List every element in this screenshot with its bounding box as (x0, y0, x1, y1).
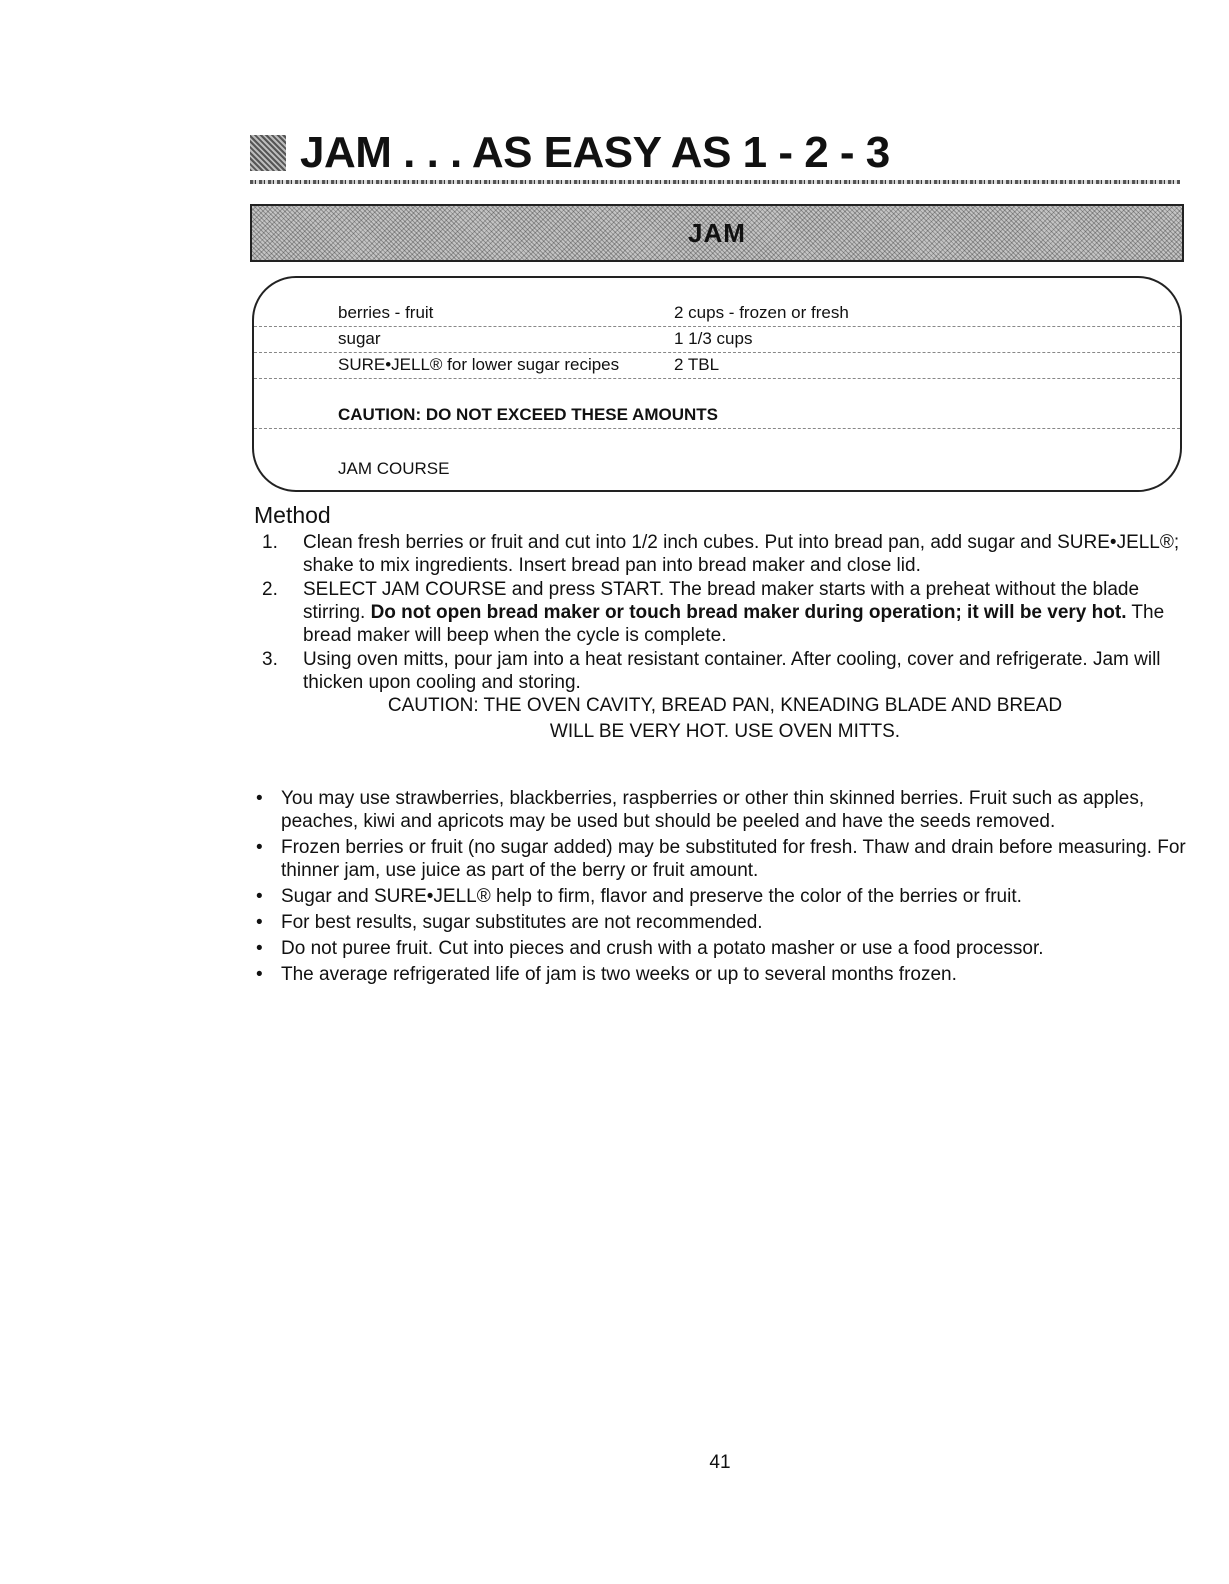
step-text: Using oven mitts, pour jam into a heat resistant container. After cooling, cover and refrigerate. Jam will thicken upon cooling and storing. (303, 649, 1161, 693)
method-step (262, 578, 1182, 647)
note-text: Sugar and SURE•JELL® help to firm, flavor and preserve the color of the berries or fruit. (281, 886, 1022, 907)
method-step (262, 531, 1182, 577)
oven-warning-line-1: CAUTION: THE OVEN CAVITY, BREAD PAN, KNEADING BLADE AND BREAD (387, 695, 1063, 716)
note-text: Do not puree fruit. Cut into pieces and crush with a potato masher or use a food processor. (281, 938, 1044, 959)
notes-list (256, 787, 1186, 989)
bullet-icon: • (256, 964, 263, 985)
title-square-icon (250, 135, 286, 171)
recipe-caution: CAUTION: DO NOT EXCEED THESE AMOUNTS (338, 405, 718, 424)
bullet-icon: • (256, 837, 263, 858)
page-title-row (250, 128, 890, 178)
step-text: Clean fresh berries or fruit and cut into 1/2 inch cubes. Put into bread pan, add sugar and SURE•JELL®; shake to mix ingredients. Insert bread pan into bread maker and close lid. (303, 532, 1180, 576)
recipe-course: JAM COURSE (338, 459, 450, 478)
ingredient-amount: 2 cups - frozen or fresh (674, 303, 849, 322)
ingredient-row (254, 352, 1180, 379)
ingredient-row (254, 300, 1180, 327)
section-header-bar (250, 204, 1184, 262)
oven-warning-line-2: WILL BE VERY HOT. USE OVEN MITTS. (549, 721, 901, 742)
note-item (256, 911, 1186, 934)
ingredient-amount: 1 1/3 cups (674, 329, 753, 348)
ingredient-row (254, 326, 1180, 353)
step-text-bold: Do not open bread maker or touch bread maker during operation; it will be very hot. (370, 602, 1127, 623)
ingredient-name: berries - fruit (338, 303, 434, 322)
note-text: You may use strawberries, blackberries, raspberries or other thin skinned berries. Fruit such as apples, peaches, kiwi and apricots may be used but should be peeled and have the seeds removed. (281, 788, 1145, 832)
note-item (256, 963, 1186, 986)
note-item (256, 885, 1186, 908)
note-item (256, 787, 1186, 833)
step-text-after: The bread maker will beep when the cycle is complete. (303, 602, 1165, 646)
method-heading: Method (254, 502, 331, 528)
recipe-caution-row (254, 402, 1180, 429)
bullet-icon: • (256, 788, 263, 809)
step-text-before: SELECT JAM COURSE and press START. The bread maker starts with a preheat without the blade stirring. (303, 579, 1140, 623)
note-item (256, 937, 1186, 960)
section-header-label: JAM (688, 217, 746, 248)
step-number: 3. (262, 649, 278, 670)
ingredient-name: sugar (338, 329, 381, 348)
step-number: 1. (262, 532, 278, 553)
note-text: For best results, sugar substitutes are not recommended. (281, 912, 763, 933)
page-number: 41 (709, 1452, 731, 1473)
title-underline-rule (250, 180, 1180, 184)
note-text: Frozen berries or fruit (no sugar added) may be substituted for fresh. Thaw and drain before measuring. For thinner jam, use juice as part of the berry or fruit amount. (281, 837, 1186, 881)
ingredient-amount: 2 TBL (674, 355, 720, 374)
note-text: The average refrigerated life of jam is two weeks or up to several months frozen. (281, 964, 957, 985)
bullet-icon: • (256, 886, 263, 907)
method-step (262, 648, 1182, 694)
page-title: JAM . . . AS EASY AS 1 - 2 - 3 (300, 128, 890, 177)
bullet-icon: • (256, 938, 263, 959)
step-number: 2. (262, 579, 278, 600)
note-item (256, 836, 1186, 882)
step-text (303, 578, 1182, 647)
recipe-box (252, 276, 1182, 492)
ingredient-name: SURE•JELL® for lower sugar recipes (338, 355, 620, 374)
bullet-icon: • (256, 912, 263, 933)
